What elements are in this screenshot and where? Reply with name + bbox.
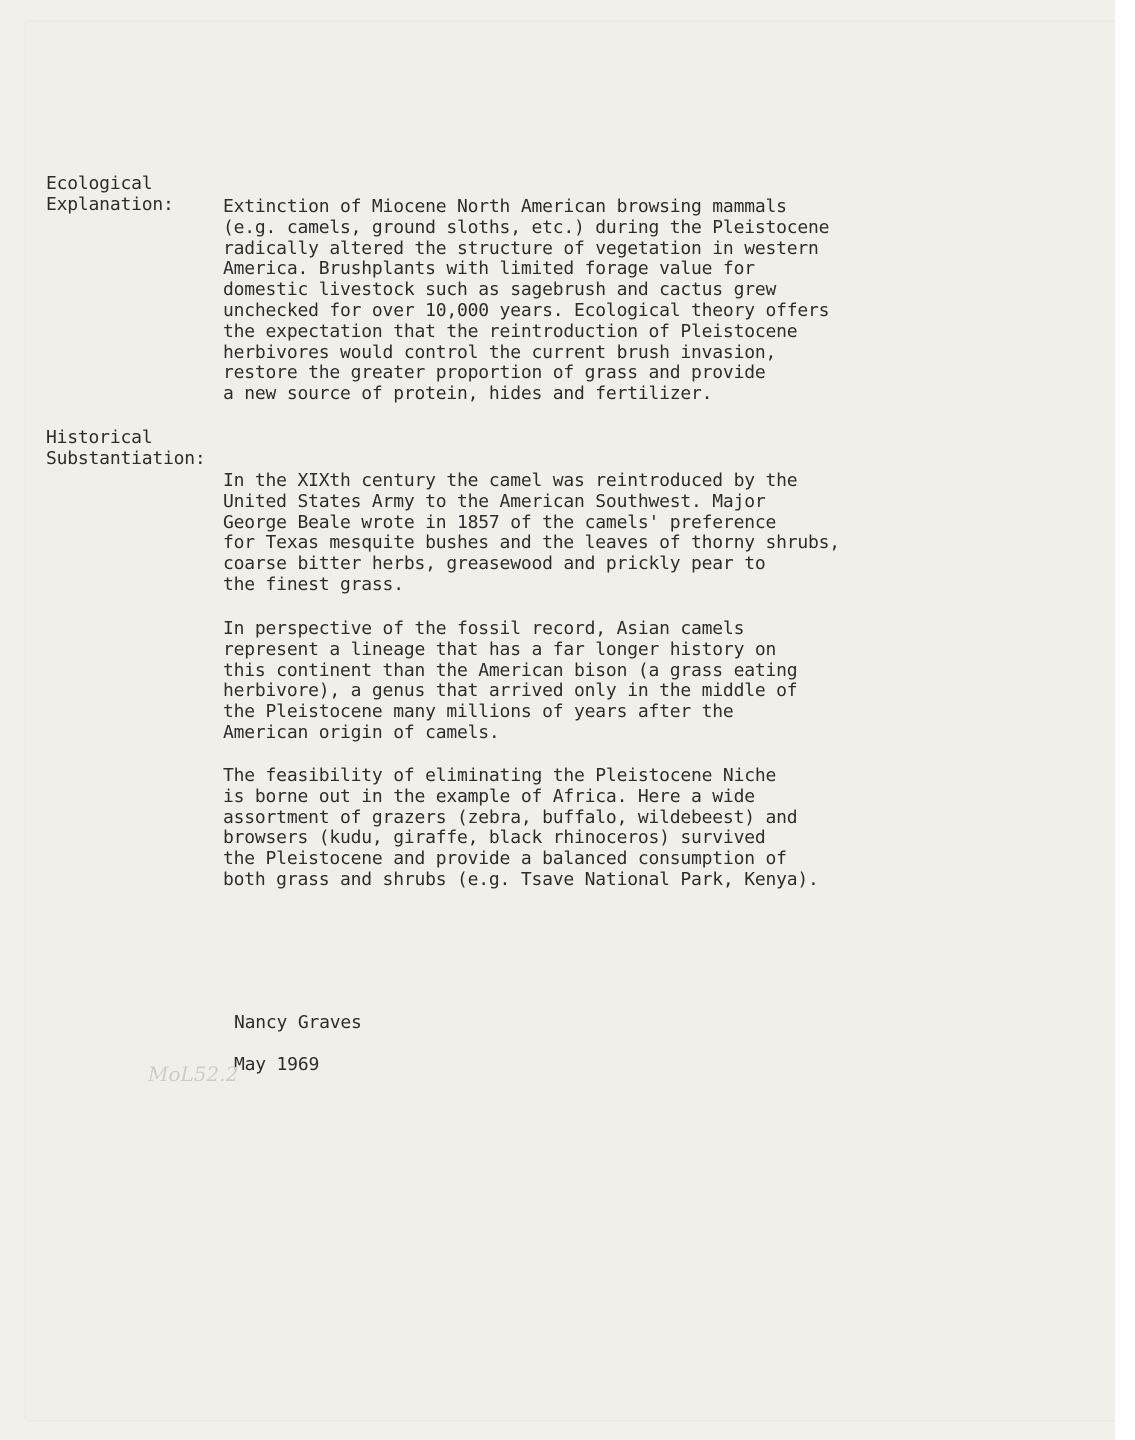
section-label-ecological: Ecological Explanation: [46,173,174,215]
author-name: Nancy Graves [234,1012,362,1033]
ecological-explanation-paragraph: Extinction of Miocene North American browsing mammals (e.g. camels, ground sloths, etc.) during the Pleistocene radically altered the structure of vegetation in western America. Brushplants with limited forage value for domestic livestock such as sagebrush and cactus grew unchecked for over 10,000 years. Ecological theory offers the expectation that the reintroduction of Pleistocene herbivores would control the current brush invasion, restore the greater proportion of grass and provide a new source of protein, hides and fertilizer. [223,196,830,405]
historical-paragraph-3: The feasibility of eliminating the Pleistocene Niche is borne out in the example of Africa. Here a wide assortment of grazers (zebra, buffalo, wildebeest) and browsers (kudu, giraffe, black rhinoceros) survived the Pleistocene and provide a balanced consumption of both grass and shrubs (e.g. Tsave National Park, Kenya). [223,765,819,890]
document-date: May 1969 [234,1054,320,1075]
historical-paragraph-2: In perspective of the fossil record, Asian camels represent a lineage that has a far longer history on this continent than the American bison (a grass eating herbivore), a genus that arrived only in the middle of the Pleistocene many millions of years after the American origin of camels. [223,618,798,743]
section-label-historical: Historical Substantiation: [46,427,206,469]
scan-edge [1115,0,1135,1440]
historical-paragraph-1: In the XIXth century the camel was reintroduced by the United States Army to the American Southwest. Major George Beale wrote in 1857 of the camels' preference for Texas mesquite bushes and the leaves of thorny shrubs, coarse bitter herbs, greasewood and prickly pear to the finest grass. [223,470,840,595]
pencil-archive-note: MoL52.2 [148,1062,239,1086]
